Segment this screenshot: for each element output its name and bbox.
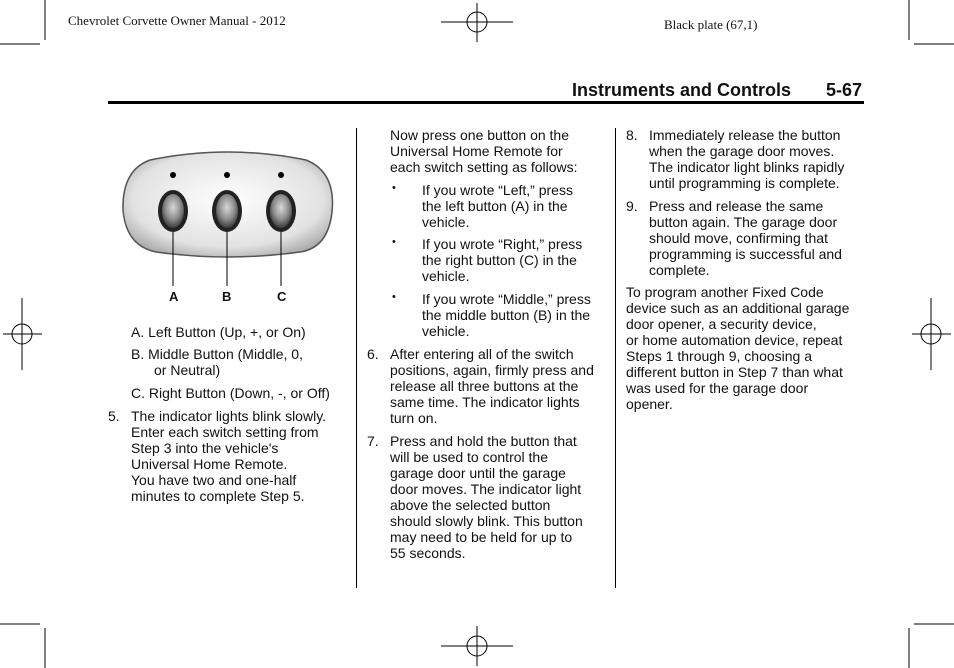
- step-number: 5.: [108, 408, 120, 424]
- indicator-light: [224, 172, 230, 178]
- page-number: 5-67: [826, 80, 863, 100]
- step-number: 7.: [367, 433, 379, 449]
- step-number: 6.: [367, 346, 379, 362]
- step-text: when the garage door moves.: [649, 143, 835, 159]
- intro-text: Now press one button on the: [390, 127, 570, 143]
- step-number: 9.: [626, 198, 638, 214]
- bullet-text: the left button (A) in the: [422, 198, 568, 214]
- paragraph-line: door opener, a security device,: [626, 316, 817, 332]
- step-text: Press and release the same: [649, 198, 824, 214]
- step-text: above the selected button: [390, 497, 551, 513]
- paragraph-line: different button in Step 7 than what: [626, 364, 843, 380]
- bullet-text: If you wrote “Middle,” press: [422, 291, 591, 307]
- step-text: Step 3 into the vehicle's: [131, 440, 279, 456]
- bullet-text: If you wrote “Left,” press: [422, 182, 573, 198]
- step-text: garage door until the garage: [390, 465, 566, 481]
- step-text: The indicator light blinks rapidly: [649, 159, 845, 175]
- column-divider: [356, 128, 357, 588]
- plate-label: Black plate (67,1): [664, 17, 758, 32]
- legend-c: C. Right Button (Down, -, or Off): [131, 385, 330, 401]
- intro-text: each switch setting as follows:: [390, 159, 578, 175]
- indicator-light: [170, 172, 176, 178]
- bullet-icon: •: [392, 236, 396, 248]
- step-text: same time. The indicator lights: [390, 394, 580, 410]
- step-text: minutes to complete Step 5.: [131, 488, 305, 504]
- paragraph-line: Steps 1 through 9, choosing a: [626, 348, 813, 364]
- bullet-text: vehicle.: [422, 214, 470, 230]
- step-text: complete.: [649, 262, 710, 278]
- paragraph-line: opener.: [626, 396, 673, 412]
- step-text: release all three buttons at the: [390, 378, 579, 394]
- indicator-light: [278, 172, 284, 178]
- label-b: B: [222, 289, 232, 304]
- bullet-text: the right button (C) in the: [422, 252, 577, 268]
- step-text: door moves. The indicator light: [390, 481, 582, 497]
- step-text: The indicator lights blink slowly.: [131, 408, 327, 424]
- step-text: Enter each switch setting from: [131, 424, 319, 440]
- step-text: may need to be held for up to: [390, 529, 573, 545]
- legend-a: A. Left Button (Up, +, or On): [131, 324, 306, 340]
- legend-b-cont: or Neutral): [154, 362, 221, 378]
- label-a: A: [169, 289, 179, 304]
- label-c: C: [277, 289, 287, 304]
- paragraph-line: To program another Fixed Code: [626, 284, 824, 300]
- bullet-icon: •: [392, 182, 396, 194]
- step-text: until programming is complete.: [649, 175, 840, 191]
- section-title: Instruments and Controls: [572, 80, 792, 100]
- manual-title: Chevrolet Corvette Owner Manual - 2012: [68, 13, 286, 28]
- header-rule: [108, 101, 864, 104]
- paragraph-line: was used for the garage door: [626, 380, 809, 396]
- step-text: button again. The garage door: [649, 214, 838, 230]
- bullet-text: vehicle.: [422, 268, 470, 284]
- legend-b: B. Middle Button (Middle, 0,: [131, 346, 303, 362]
- bullet-text: vehicle.: [422, 323, 470, 339]
- step-text: Immediately release the button: [649, 127, 841, 143]
- paragraph-line: device such as an additional garage: [626, 300, 850, 316]
- bullet-text: the middle button (B) in the: [422, 307, 591, 323]
- bullet-icon: •: [392, 291, 396, 303]
- column-divider: [615, 128, 616, 588]
- step-text: Press and hold the button that: [390, 433, 577, 449]
- step-text: will be used to control the: [390, 449, 548, 465]
- intro-text: Universal Home Remote for: [390, 143, 563, 159]
- step-text: Universal Home Remote.: [131, 456, 288, 472]
- step-text: 55 seconds.: [390, 545, 466, 561]
- step-text: You have two and one-half: [131, 472, 297, 488]
- step-number: 8.: [626, 127, 638, 143]
- step-text: should slowly blink. This button: [390, 513, 583, 529]
- step-text: should move, confirming that: [649, 230, 828, 246]
- step-text: After entering all of the switch: [390, 346, 574, 362]
- step-text: turn on.: [390, 410, 438, 426]
- paragraph-line: or home automation device, repeat: [626, 332, 843, 348]
- bullet-text: If you wrote “Right,” press: [422, 236, 583, 252]
- step-text: programming is successful and: [649, 246, 842, 262]
- step-text: positions, again, firmly press and: [390, 362, 594, 378]
- remote-buttons-figure: [110, 140, 350, 310]
